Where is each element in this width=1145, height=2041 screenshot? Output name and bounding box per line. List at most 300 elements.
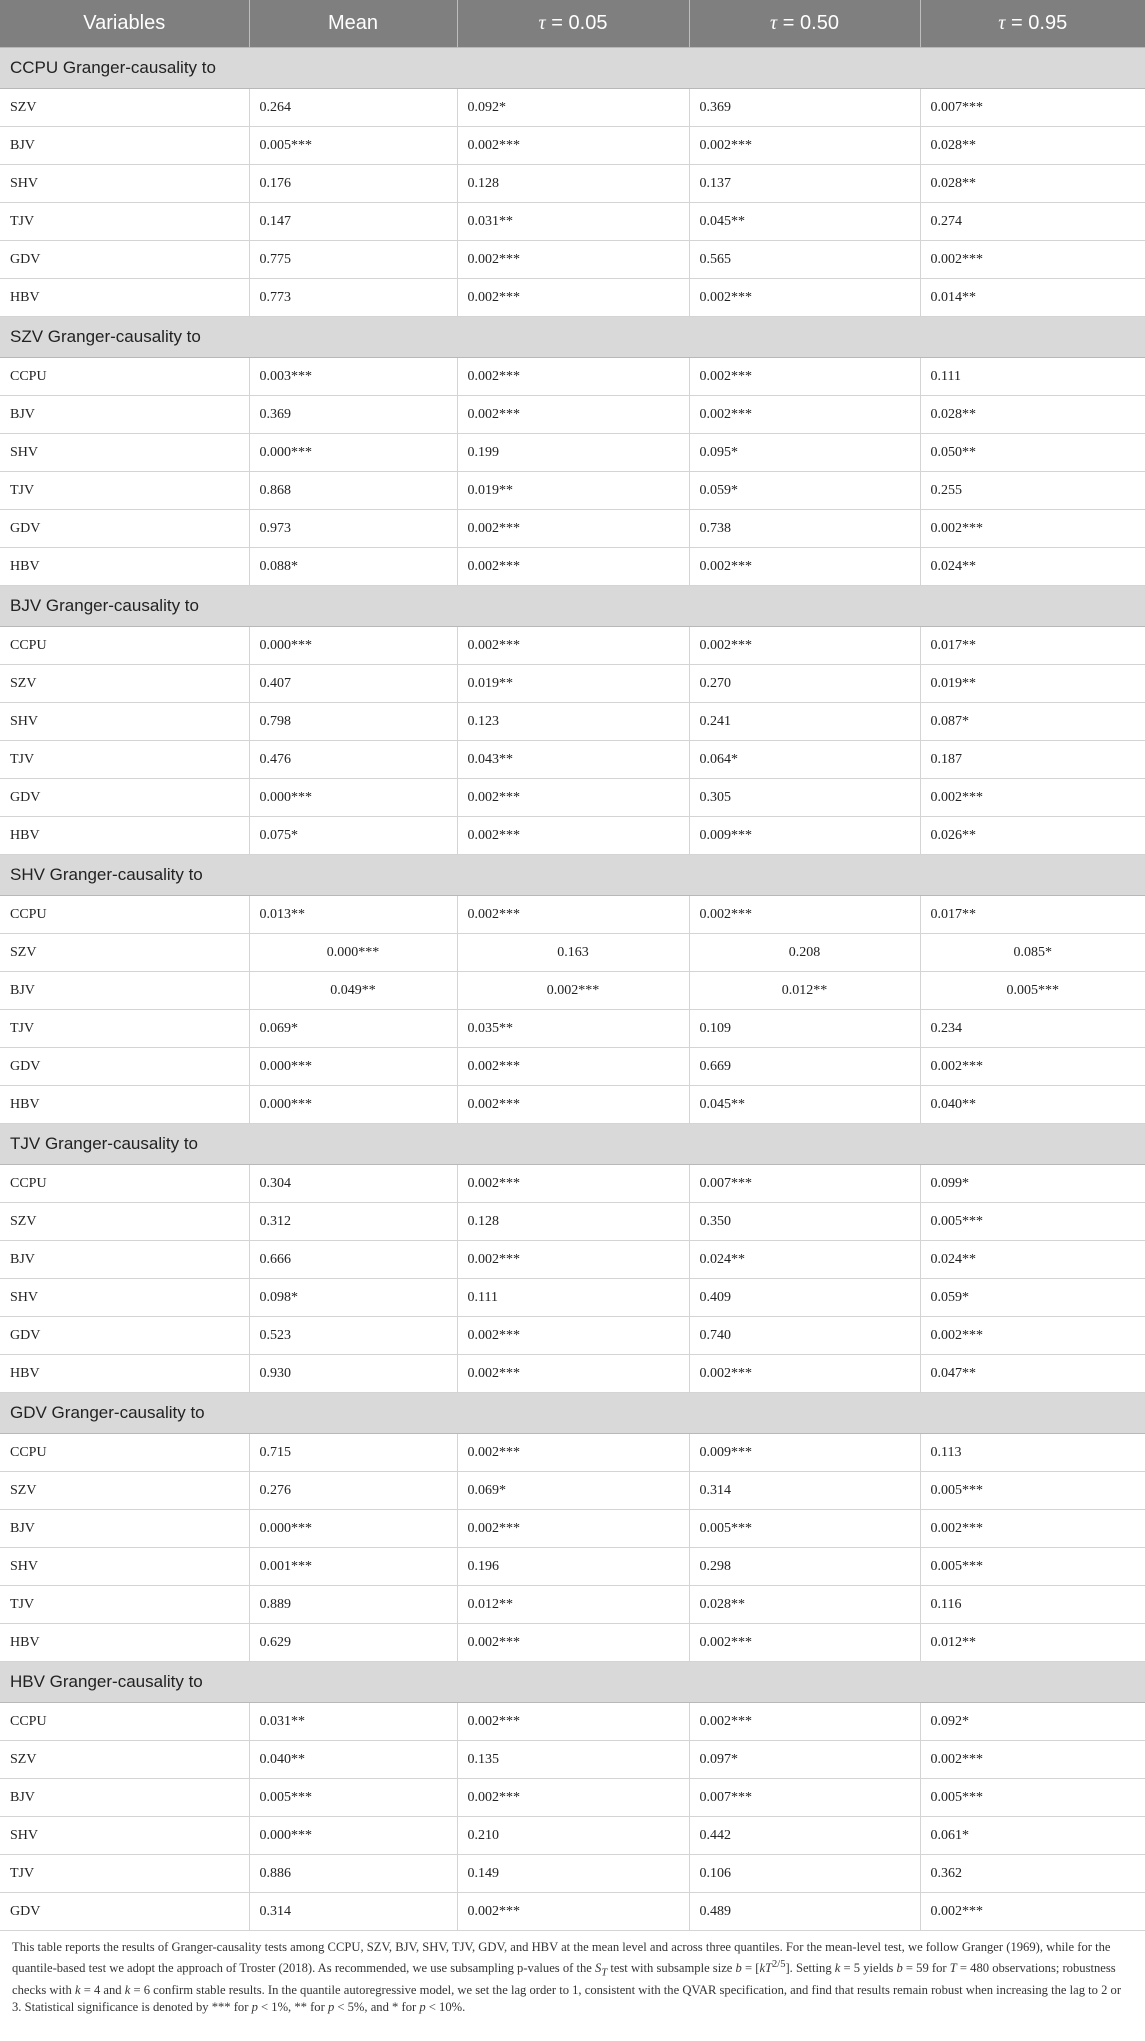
cell-mean: 0.088*	[249, 548, 457, 586]
table-row	[0, 1048, 1145, 1086]
cell-quantile-050: 0.740	[689, 1317, 920, 1355]
cell-mean: 0.666	[249, 1241, 457, 1279]
section-header-row	[0, 317, 1145, 358]
cell-quantile-050: 0.045**	[689, 203, 920, 241]
note-symbol: S	[595, 1961, 602, 1976]
section-title: SHV Granger-causality to	[0, 855, 1145, 896]
cell-quantile-050: 0.669	[689, 1048, 920, 1086]
cell-mean: 0.147	[249, 203, 457, 241]
cell-quantile-005: 0.002***	[457, 1434, 689, 1472]
cell-variable: SZV	[0, 1472, 249, 1510]
note-text: = 59 for	[902, 1961, 950, 1976]
cell-variable: SZV	[0, 665, 249, 703]
note-superscript: 2/5	[772, 1959, 786, 1970]
cell-mean: 0.000***	[249, 1048, 457, 1086]
cell-quantile-095: 0.002***	[920, 1048, 1145, 1086]
table-row	[0, 703, 1145, 741]
cell-quantile-005: 0.123	[457, 703, 689, 741]
cell-quantile-005: 0.002***	[457, 396, 689, 434]
cell-quantile-005: 0.002***	[457, 127, 689, 165]
cell-quantile-005: 0.128	[457, 165, 689, 203]
cell-mean: 0.369	[249, 396, 457, 434]
cell-variable: TJV	[0, 1010, 249, 1048]
table-row	[0, 510, 1145, 548]
cell-quantile-095: 0.255	[920, 472, 1145, 510]
table-row	[0, 741, 1145, 779]
cell-quantile-095: 0.116	[920, 1586, 1145, 1624]
cell-variable: BJV	[0, 1510, 249, 1548]
cell-mean: 0.000***	[249, 627, 457, 665]
cell-quantile-050: 0.002***	[689, 358, 920, 396]
cell-quantile-050: 0.350	[689, 1203, 920, 1241]
table-header	[0, 0, 1145, 48]
table-row	[0, 896, 1145, 934]
cell-quantile-005: 0.002***	[457, 896, 689, 934]
table-row	[0, 779, 1145, 817]
cell-quantile-095: 0.005***	[920, 1203, 1145, 1241]
cell-quantile-005: 0.002***	[457, 972, 689, 1010]
note-symbol: p	[251, 1999, 258, 2014]
cell-variable: SZV	[0, 1203, 249, 1241]
cell-quantile-005: 0.002***	[457, 510, 689, 548]
note-symbol: k	[74, 1982, 81, 1997]
cell-quantile-095: 0.028**	[920, 165, 1145, 203]
note-text: This table reports the results of Granger-causality tests among CCPU, SZV, BJV, SHV, TJV, GDV, and HBV at the mean level and across three quantiles. For the mean-level test, we follow Granger (1969), while for the quantile-based test we adopt the approach of Troster (2018). As recommended, we use subsampling p-values of the	[12, 1940, 1111, 1976]
cell-mean: 0.264	[249, 89, 457, 127]
cell-variable: TJV	[0, 741, 249, 779]
cell-variable: HBV	[0, 817, 249, 855]
cell-quantile-005: 0.019**	[457, 472, 689, 510]
cell-variable: CCPU	[0, 358, 249, 396]
cell-quantile-005: 0.012**	[457, 1586, 689, 1624]
cell-mean: 0.001***	[249, 1548, 457, 1586]
cell-quantile-005: 0.163	[457, 934, 689, 972]
table-row	[0, 1279, 1145, 1317]
table-row	[0, 1355, 1145, 1393]
note-symbol: T	[949, 1961, 957, 1976]
section-header-row	[0, 586, 1145, 627]
table-row	[0, 472, 1145, 510]
cell-quantile-050: 0.002***	[689, 1703, 920, 1741]
note-symbol: p	[327, 1999, 335, 2014]
cell-quantile-095: 0.005***	[920, 1472, 1145, 1510]
cell-variable: CCPU	[0, 1703, 249, 1741]
cell-quantile-095: 0.050**	[920, 434, 1145, 472]
cell-quantile-050: 0.442	[689, 1817, 920, 1855]
section-title: CCPU Granger-causality to	[0, 48, 1145, 89]
cell-quantile-005: 0.002***	[457, 627, 689, 665]
cell-variable: TJV	[0, 203, 249, 241]
cell-variable: GDV	[0, 1893, 249, 1931]
cell-mean: 0.000***	[249, 1086, 457, 1124]
cell-mean: 0.005***	[249, 1779, 457, 1817]
cell-quantile-005: 0.210	[457, 1817, 689, 1855]
section-title: HBV Granger-causality to	[0, 1662, 1145, 1703]
cell-mean: 0.098*	[249, 1279, 457, 1317]
table-row	[0, 165, 1145, 203]
cell-quantile-095: 0.002***	[920, 510, 1145, 548]
cell-mean: 0.276	[249, 1472, 457, 1510]
cell-quantile-050: 0.565	[689, 241, 920, 279]
cell-quantile-095: 0.113	[920, 1434, 1145, 1472]
table-row	[0, 1086, 1145, 1124]
table-row	[0, 665, 1145, 703]
cell-quantile-050: 0.064*	[689, 741, 920, 779]
cell-quantile-095: 0.061*	[920, 1817, 1145, 1855]
cell-variable: SHV	[0, 434, 249, 472]
note-symbol: kT	[759, 1961, 773, 1976]
cell-variable: TJV	[0, 1855, 249, 1893]
cell-mean: 0.889	[249, 1586, 457, 1624]
cell-mean: 0.000***	[249, 934, 457, 972]
cell-mean: 0.773	[249, 279, 457, 317]
table-footnote	[0, 1931, 1145, 2016]
cell-quantile-050: 0.007***	[689, 1779, 920, 1817]
table-row	[0, 1624, 1145, 1662]
cell-quantile-050: 0.002***	[689, 1624, 920, 1662]
table-row	[0, 127, 1145, 165]
cell-mean: 0.886	[249, 1855, 457, 1893]
table-row	[0, 1472, 1145, 1510]
cell-variable: BJV	[0, 972, 249, 1010]
cell-quantile-005: 0.002***	[457, 279, 689, 317]
section-header-row	[0, 48, 1145, 89]
cell-quantile-050: 0.002***	[689, 1355, 920, 1393]
cell-variable: SHV	[0, 1279, 249, 1317]
table-row	[0, 1703, 1145, 1741]
cell-quantile-050: 0.002***	[689, 548, 920, 586]
cell-quantile-050: 0.045**	[689, 1086, 920, 1124]
cell-quantile-050: 0.489	[689, 1893, 920, 1931]
table-row	[0, 1855, 1145, 1893]
cell-quantile-005: 0.196	[457, 1548, 689, 1586]
cell-quantile-095: 0.005***	[920, 972, 1145, 1010]
cell-mean: 0.003***	[249, 358, 457, 396]
table-row	[0, 396, 1145, 434]
cell-mean: 0.075*	[249, 817, 457, 855]
cell-quantile-095: 0.047**	[920, 1355, 1145, 1393]
table-row	[0, 358, 1145, 396]
cell-quantile-095: 0.014**	[920, 279, 1145, 317]
cell-quantile-050: 0.028**	[689, 1586, 920, 1624]
cell-quantile-050: 0.208	[689, 934, 920, 972]
cell-variable: CCPU	[0, 1165, 249, 1203]
table-row	[0, 1165, 1145, 1203]
cell-quantile-095: 0.087*	[920, 703, 1145, 741]
cell-variable: BJV	[0, 396, 249, 434]
cell-variable: CCPU	[0, 1434, 249, 1472]
cell-mean: 0.523	[249, 1317, 457, 1355]
cell-quantile-005: 0.002***	[457, 779, 689, 817]
table-row	[0, 1510, 1145, 1548]
cell-mean: 0.000***	[249, 1510, 457, 1548]
cell-mean: 0.476	[249, 741, 457, 779]
cell-quantile-005: 0.149	[457, 1855, 689, 1893]
note-subscript: T	[601, 1967, 608, 1979]
note-symbol: b	[896, 1961, 903, 1976]
header-quantile-095	[920, 0, 1145, 48]
cell-quantile-050: 0.137	[689, 165, 920, 203]
section-header-row	[0, 855, 1145, 896]
note-text: = 6 confirm stable results. In the quantile autoregressive model, we set the lag order to 1, consistent with the QVAR specification, and find that results remain robust when increasing the lag to 2 or 3. Statistical significance is denoted by *** for	[12, 1982, 1122, 2014]
cell-quantile-095: 0.002***	[920, 779, 1145, 817]
table-row	[0, 1317, 1145, 1355]
cell-quantile-095: 0.005***	[920, 1548, 1145, 1586]
quantile-value: = 0.05	[545, 12, 608, 34]
cell-mean: 0.013**	[249, 896, 457, 934]
cell-mean: 0.176	[249, 165, 457, 203]
cell-quantile-050: 0.270	[689, 665, 920, 703]
cell-mean: 0.715	[249, 1434, 457, 1472]
cell-mean: 0.868	[249, 472, 457, 510]
cell-variable: TJV	[0, 472, 249, 510]
cell-quantile-005: 0.092*	[457, 89, 689, 127]
cell-variable: HBV	[0, 1355, 249, 1393]
cell-quantile-095: 0.099*	[920, 1165, 1145, 1203]
cell-variable: SZV	[0, 89, 249, 127]
cell-mean: 0.629	[249, 1624, 457, 1662]
cell-quantile-095: 0.362	[920, 1855, 1145, 1893]
cell-quantile-005: 0.002***	[457, 1355, 689, 1393]
header-mean: Mean	[249, 0, 457, 48]
cell-quantile-095: 0.111	[920, 358, 1145, 396]
note-text: = 480 observations; robustness checks with	[12, 1961, 1116, 1997]
header-variables: Variables	[0, 0, 249, 48]
cell-quantile-005: 0.135	[457, 1741, 689, 1779]
table-row	[0, 279, 1145, 317]
cell-variable: HBV	[0, 548, 249, 586]
cell-quantile-005: 0.002***	[457, 817, 689, 855]
cell-quantile-050: 0.002***	[689, 896, 920, 934]
table-row	[0, 89, 1145, 127]
cell-quantile-050: 0.305	[689, 779, 920, 817]
table-row	[0, 1586, 1145, 1624]
section-title: BJV Granger-causality to	[0, 586, 1145, 627]
cell-quantile-095: 0.187	[920, 741, 1145, 779]
cell-quantile-095: 0.017**	[920, 896, 1145, 934]
cell-variable: CCPU	[0, 896, 249, 934]
cell-quantile-005: 0.199	[457, 434, 689, 472]
table-row	[0, 1817, 1145, 1855]
section-title: TJV Granger-causality to	[0, 1124, 1145, 1165]
cell-quantile-050: 0.002***	[689, 279, 920, 317]
cell-quantile-095: 0.005***	[920, 1779, 1145, 1817]
table-row	[0, 1241, 1145, 1279]
cell-quantile-095: 0.028**	[920, 127, 1145, 165]
note-text: = [	[741, 1961, 760, 1976]
note-text: < 5%, and * for	[334, 1999, 420, 2014]
table-row	[0, 1010, 1145, 1048]
cell-quantile-095: 0.040**	[920, 1086, 1145, 1124]
cell-mean: 0.069*	[249, 1010, 457, 1048]
note-text: < 10%.	[425, 1999, 466, 2014]
cell-quantile-095: 0.092*	[920, 1703, 1145, 1741]
cell-variable: SZV	[0, 934, 249, 972]
cell-variable: GDV	[0, 510, 249, 548]
cell-quantile-050: 0.012**	[689, 972, 920, 1010]
section-title: SZV Granger-causality to	[0, 317, 1145, 358]
cell-variable: BJV	[0, 127, 249, 165]
cell-mean: 0.031**	[249, 1703, 457, 1741]
cell-mean: 0.798	[249, 703, 457, 741]
section-header-row	[0, 1393, 1145, 1434]
note-symbol: k	[834, 1961, 841, 1976]
note-symbol: p	[419, 1999, 426, 2014]
table-row	[0, 972, 1145, 1010]
table-row	[0, 548, 1145, 586]
cell-mean: 0.314	[249, 1893, 457, 1931]
cell-variable: HBV	[0, 279, 249, 317]
note-symbol: k	[124, 1982, 131, 1997]
cell-quantile-005: 0.002***	[457, 1241, 689, 1279]
cell-quantile-005: 0.002***	[457, 241, 689, 279]
cell-quantile-005: 0.128	[457, 1203, 689, 1241]
cell-variable: HBV	[0, 1086, 249, 1124]
cell-variable: SHV	[0, 1548, 249, 1586]
note-text: ]. Setting	[785, 1961, 835, 1976]
cell-mean: 0.000***	[249, 1817, 457, 1855]
section-header-row	[0, 1662, 1145, 1703]
cell-quantile-005: 0.019**	[457, 665, 689, 703]
table-row	[0, 1434, 1145, 1472]
cell-quantile-005: 0.031**	[457, 203, 689, 241]
tau-symbol: τ	[538, 12, 546, 34]
quantile-value: = 0.95	[1005, 12, 1068, 34]
cell-variable: GDV	[0, 779, 249, 817]
header-row	[0, 0, 1145, 48]
cell-variable: BJV	[0, 1241, 249, 1279]
cell-mean: 0.000***	[249, 779, 457, 817]
cell-quantile-005: 0.002***	[457, 1510, 689, 1548]
cell-mean: 0.973	[249, 510, 457, 548]
cell-quantile-005: 0.002***	[457, 1086, 689, 1124]
cell-variable: GDV	[0, 241, 249, 279]
table-row	[0, 1893, 1145, 1931]
cell-quantile-050: 0.009***	[689, 1434, 920, 1472]
cell-quantile-050: 0.024**	[689, 1241, 920, 1279]
cell-quantile-050: 0.097*	[689, 1741, 920, 1779]
table-row	[0, 934, 1145, 972]
cell-quantile-050: 0.738	[689, 510, 920, 548]
cell-quantile-050: 0.409	[689, 1279, 920, 1317]
cell-variable: BJV	[0, 1779, 249, 1817]
note-text: = 5 yields	[840, 1961, 897, 1976]
cell-quantile-050: 0.002***	[689, 396, 920, 434]
cell-quantile-005: 0.111	[457, 1279, 689, 1317]
cell-variable: CCPU	[0, 627, 249, 665]
cell-quantile-005: 0.002***	[457, 548, 689, 586]
table-row	[0, 817, 1145, 855]
cell-variable: SHV	[0, 1817, 249, 1855]
cell-mean: 0.049**	[249, 972, 457, 1010]
cell-quantile-005: 0.035**	[457, 1010, 689, 1048]
cell-mean: 0.000***	[249, 434, 457, 472]
cell-mean: 0.312	[249, 1203, 457, 1241]
quantile-value: = 0.50	[777, 12, 839, 34]
header-quantile-050	[689, 0, 920, 48]
table-row	[0, 434, 1145, 472]
cell-quantile-050: 0.002***	[689, 127, 920, 165]
cell-quantile-050: 0.314	[689, 1472, 920, 1510]
cell-variable: SHV	[0, 165, 249, 203]
cell-quantile-095: 0.028**	[920, 396, 1145, 434]
tau-symbol: τ	[998, 12, 1006, 34]
cell-quantile-005: 0.043**	[457, 741, 689, 779]
table-row	[0, 1203, 1145, 1241]
section-title: GDV Granger-causality to	[0, 1393, 1145, 1434]
cell-quantile-095: 0.002***	[920, 241, 1145, 279]
cell-quantile-095: 0.002***	[920, 1317, 1145, 1355]
section-header-row	[0, 1124, 1145, 1165]
cell-quantile-005: 0.002***	[457, 1703, 689, 1741]
cell-quantile-050: 0.369	[689, 89, 920, 127]
cell-mean: 0.304	[249, 1165, 457, 1203]
cell-quantile-005: 0.002***	[457, 358, 689, 396]
cell-mean: 0.005***	[249, 127, 457, 165]
cell-quantile-050: 0.241	[689, 703, 920, 741]
cell-quantile-095: 0.002***	[920, 1510, 1145, 1548]
cell-quantile-005: 0.002***	[457, 1893, 689, 1931]
cell-mean: 0.040**	[249, 1741, 457, 1779]
cell-quantile-050: 0.109	[689, 1010, 920, 1048]
cell-quantile-095: 0.002***	[920, 1741, 1145, 1779]
cell-quantile-050: 0.059*	[689, 472, 920, 510]
table-row	[0, 1741, 1145, 1779]
cell-quantile-050: 0.095*	[689, 434, 920, 472]
table-row	[0, 203, 1145, 241]
cell-quantile-095: 0.024**	[920, 548, 1145, 586]
cell-quantile-095: 0.002***	[920, 1893, 1145, 1931]
cell-quantile-050: 0.002***	[689, 627, 920, 665]
cell-quantile-005: 0.002***	[457, 1317, 689, 1355]
cell-quantile-095: 0.274	[920, 203, 1145, 241]
table-body	[0, 48, 1145, 1931]
cell-variable: HBV	[0, 1624, 249, 1662]
cell-mean: 0.775	[249, 241, 457, 279]
cell-variable: TJV	[0, 1586, 249, 1624]
cell-quantile-005: 0.002***	[457, 1624, 689, 1662]
cell-quantile-005: 0.002***	[457, 1779, 689, 1817]
cell-quantile-095: 0.234	[920, 1010, 1145, 1048]
cell-quantile-005: 0.002***	[457, 1048, 689, 1086]
table-row	[0, 241, 1145, 279]
cell-quantile-095: 0.026**	[920, 817, 1145, 855]
note-text: = 4 and	[80, 1982, 125, 1997]
cell-quantile-095: 0.085*	[920, 934, 1145, 972]
cell-quantile-095: 0.007***	[920, 89, 1145, 127]
header-quantile-005	[457, 0, 689, 48]
cell-mean: 0.930	[249, 1355, 457, 1393]
cell-quantile-050: 0.106	[689, 1855, 920, 1893]
cell-variable: GDV	[0, 1317, 249, 1355]
table-row	[0, 1548, 1145, 1586]
cell-mean: 0.407	[249, 665, 457, 703]
cell-quantile-050: 0.007***	[689, 1165, 920, 1203]
cell-quantile-095: 0.059*	[920, 1279, 1145, 1317]
cell-variable: SHV	[0, 703, 249, 741]
cell-quantile-050: 0.298	[689, 1548, 920, 1586]
cell-variable: GDV	[0, 1048, 249, 1086]
cell-quantile-050: 0.009***	[689, 817, 920, 855]
cell-quantile-050: 0.005***	[689, 1510, 920, 1548]
note-text: test with subsample size	[607, 1961, 736, 1976]
note-symbol: b	[735, 1961, 742, 1976]
cell-quantile-095: 0.012**	[920, 1624, 1145, 1662]
cell-quantile-095: 0.019**	[920, 665, 1145, 703]
note-text: < 1%, ** for	[257, 1999, 328, 2014]
table-row	[0, 1779, 1145, 1817]
cell-quantile-095: 0.017**	[920, 627, 1145, 665]
